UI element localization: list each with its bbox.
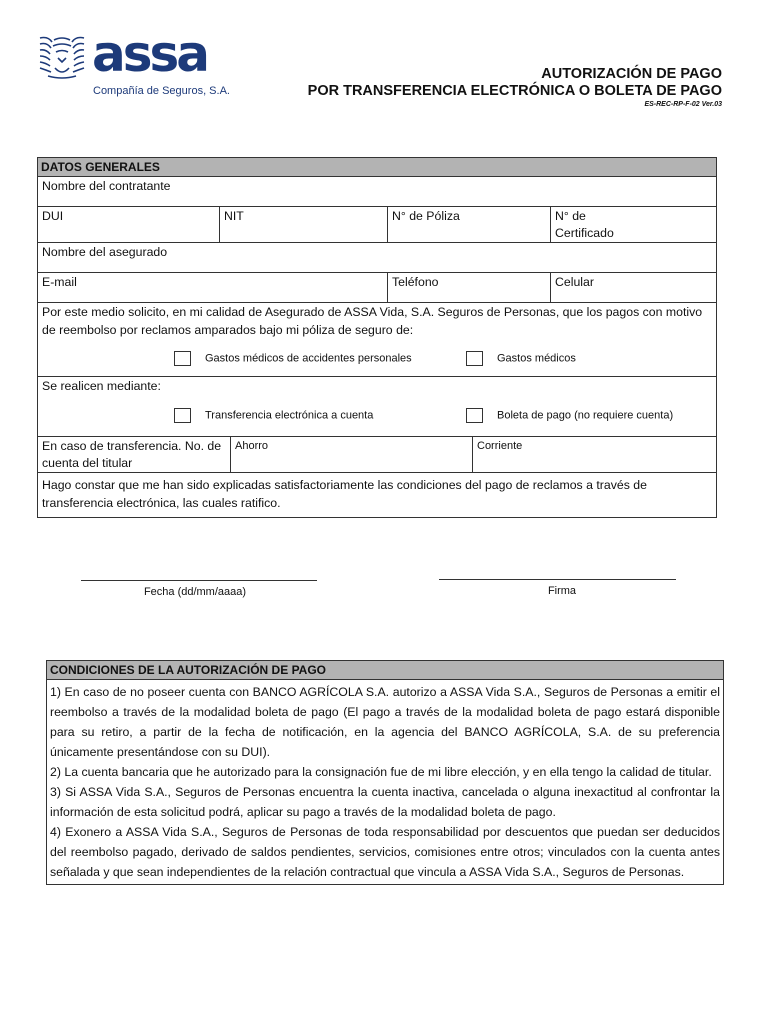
condition-item-4: 4) Exonero a ASSA Vida S.A., Seguros de Personas de toda responsabilidad por descuentos que puedan ser deducidos del reembolso pagado, derivado de saldos pendientes, servicios, comisiones entre otros; vinculados con la cuenta antes señalada y que sean independientes de la relación contractual que vincula a ASSA Vida S.A., Seguros de Personas. bbox=[50, 825, 720, 879]
poliza-field[interactable] bbox=[388, 207, 551, 242]
checkbox-transferencia[interactable] bbox=[174, 408, 191, 423]
logo-subtitle: Compañía de Seguros, S.A. bbox=[93, 85, 230, 97]
conditions-text bbox=[47, 680, 723, 884]
title-line-2: POR TRANSFERENCIA ELECTRÓNICA O BOLETA DE PAGO bbox=[307, 83, 722, 99]
firma-label: Firma bbox=[547, 585, 577, 597]
conditions-box bbox=[46, 660, 724, 885]
option-gastos-label: Gastos médicos bbox=[497, 351, 576, 364]
lion-emblem-icon bbox=[38, 34, 86, 80]
constancia-row bbox=[38, 473, 716, 517]
contact-row bbox=[38, 273, 716, 303]
fecha-line[interactable] bbox=[81, 580, 317, 581]
email-label: E-mail bbox=[42, 275, 77, 289]
contratante-row[interactable] bbox=[38, 177, 716, 207]
cuenta-label-1: En caso de transferencia. No. de bbox=[42, 439, 222, 453]
checkbox-accidentes[interactable] bbox=[174, 351, 191, 366]
cuenta-row bbox=[38, 437, 716, 473]
email-field[interactable] bbox=[38, 273, 388, 302]
section-header: DATOS GENERALES bbox=[38, 158, 716, 177]
certificado-label-1: N° de bbox=[555, 209, 586, 223]
assa-logo bbox=[38, 25, 238, 104]
option-accidentes-label: Gastos médicos de accidentes personales bbox=[205, 351, 412, 364]
poliza-label: N° de Póliza bbox=[392, 209, 460, 223]
corriente-label: Corriente bbox=[477, 440, 523, 452]
celular-label: Celular bbox=[555, 275, 594, 289]
datos-generales-form bbox=[37, 157, 717, 518]
title-line-1: AUTORIZACIÓN DE PAGO bbox=[541, 66, 722, 82]
condition-item-3: 3) Si ASSA Vida S.A., Seguros de Personas encuentra la cuenta inactiva, cancelada o alguna inexactitud al confrontar la información de esta solicitud podrá, aplicar su pago a través de la modalidad boleta de pago. bbox=[50, 785, 720, 819]
conditions-header: CONDICIONES DE LA AUTORIZACIÓN DE PAGO bbox=[47, 661, 723, 680]
corriente-field[interactable] bbox=[473, 437, 716, 472]
solicitud-row bbox=[38, 303, 716, 377]
mediante-text: Se realicen mediante: bbox=[42, 379, 161, 393]
nit-label: NIT bbox=[224, 209, 244, 223]
option-gastos[interactable] bbox=[466, 351, 576, 366]
asegurado-label: Nombre del asegurado bbox=[42, 245, 168, 259]
telefono-field[interactable] bbox=[388, 273, 551, 302]
payment-options bbox=[38, 405, 716, 427]
asegurado-row[interactable] bbox=[38, 243, 716, 273]
cuenta-label bbox=[38, 437, 231, 472]
cuenta-label-2: cuenta del titular bbox=[42, 456, 133, 470]
document-code: ES-REC-RP-F-02 Ver.03 bbox=[644, 101, 722, 108]
option-accidentes[interactable] bbox=[174, 351, 466, 366]
id-row bbox=[38, 207, 716, 243]
constancia-text: Hago constar que me han sido explicadas satisfactoriamente las condiciones del pago de reclamos a través de transferencia electrónica, las cuales ratifico. bbox=[42, 478, 647, 510]
condition-item-1: 1) En caso de no poseer cuenta con BANCO AGRÍCOLA S.A. autorizo a ASSA Vida S.A., Seguros de Personas a emitir el reembolso a través de la modalidad boleta de pago (El pago a través de la modalidad boleta de pago estará disponible para su retiro, a partir de la fecha de notificación, en la agencia del BANCO AGRÍCOLA, S.A. de su preferencia únicamente presentándose con su DUI). bbox=[50, 685, 720, 759]
logo-wordmark: assa bbox=[92, 25, 208, 83]
certificado-field[interactable] bbox=[551, 207, 716, 242]
telefono-label: Teléfono bbox=[392, 275, 439, 289]
ahorro-label: Ahorro bbox=[235, 440, 269, 452]
option-transferencia[interactable] bbox=[174, 408, 466, 423]
fecha-label: Fecha (dd/mm/aaaa) bbox=[143, 586, 247, 598]
contratante-label: Nombre del contratante bbox=[42, 179, 171, 193]
dui-field[interactable] bbox=[38, 207, 220, 242]
condition-item-2: 2) La cuenta bancaria que he autorizado para la consignación fue de mi libre elección, y en ella tengo la calidad de titular. bbox=[50, 765, 712, 779]
option-transferencia-label: Transferencia electrónica a cuenta bbox=[205, 409, 374, 422]
firma-line[interactable] bbox=[439, 579, 676, 580]
celular-field[interactable] bbox=[551, 273, 716, 302]
dui-label: DUI bbox=[42, 209, 64, 223]
checkbox-boleta[interactable] bbox=[466, 408, 483, 423]
option-boleta[interactable] bbox=[466, 408, 673, 423]
option-boleta-label: Boleta de pago (no requiere cuenta) bbox=[497, 409, 674, 422]
coverage-options bbox=[38, 347, 716, 369]
certificado-label-2: Certificado bbox=[555, 226, 614, 240]
solicitud-text: Por este medio solicito, en mi calidad de Asegurado de ASSA Vida, S.A. Seguros de Personas, que los pagos con motivo de reembolso por reclamos amparados bajo mi póliza de seguro de: bbox=[42, 305, 703, 337]
ahorro-field[interactable] bbox=[231, 437, 473, 472]
mediante-row bbox=[38, 377, 716, 437]
document-title bbox=[308, 66, 722, 100]
checkbox-gastos[interactable] bbox=[466, 351, 483, 366]
nit-field[interactable] bbox=[220, 207, 388, 242]
